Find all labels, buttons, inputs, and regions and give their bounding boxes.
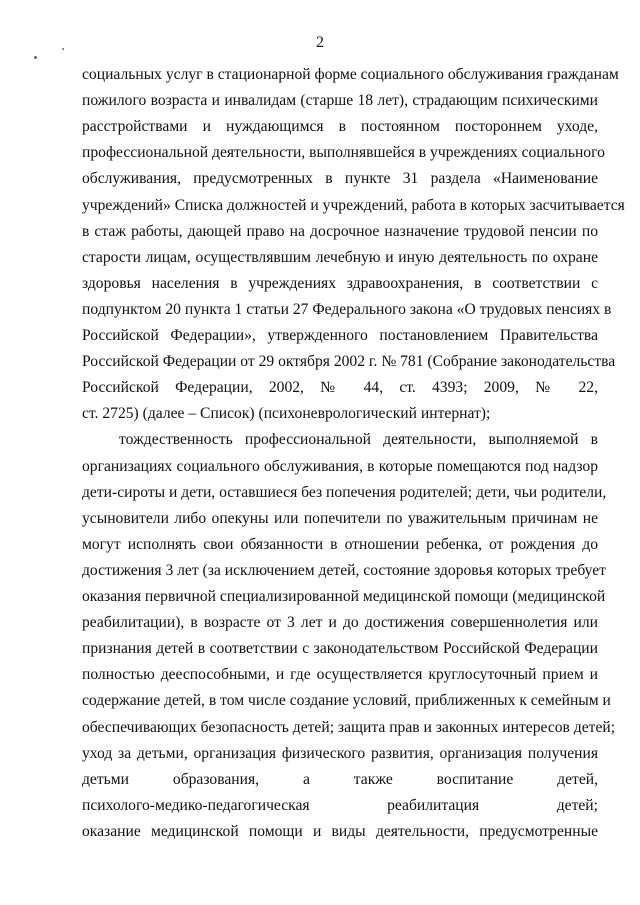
text-line: оказания первичной специализированной медицинской помощи (медицинской [82,588,606,605]
text-line: Российской Федерации, 2002, № 44, ст. 4393; 2009, № 22, [82,379,598,397]
text-line: социальных услуг в стационарной форме социального обслуживания гражданам [82,66,619,83]
text-line: усыновители либо опекуны или попечители по уважительным причинам не [82,509,598,527]
text-line: организациях социального обслуживания, в которые помещаются под надзор [82,457,598,475]
text-line: полностью дееспособными, и где осуществляется круглосуточный прием и [82,666,598,684]
text-line: обеспечивающих безопасность детей; защита прав и законных интересов детей; [82,718,616,736]
text-line: в стаж работы, дающей право на досрочное назначение трудовой пенсии по [82,222,598,240]
paragraph-first-line: тождественность профессиональной деятельности, выполняемой в [119,431,598,449]
text-line: психолого-медико-педагогическая реабилитация детей; [82,796,598,814]
text-line: оказание медицинской помощи и виды деятельности, предусмотренные [82,822,598,840]
text-line: обслуживания, предусмотренных в пункте 31 раздела «Наименование [82,170,598,188]
text-line: содержание детей, в том числе создание условий, приближенных к семейным и [82,692,611,710]
text-line: здоровья населения в учреждениях здравоохранения, в соответствии с [82,274,598,292]
text-line: старости лицам, осуществлявшим лечебную и иную деятельность по охране [82,248,598,266]
scan-speck [34,56,37,59]
text-line: учреждений» Списка должностей и учреждений, работа в которых засчитывается [82,196,625,214]
text-line: уход за детьми, организация физического развития, организация получения [82,744,598,762]
text-line: достижения 3 лет (за исключением детей, состояние здоровья которых требует [82,561,606,579]
text-line: Российской Федерации от 29 октября 2002 г. № 781 (Собрание законодательства [82,353,616,371]
text-line: реабилитации), в возрасте от 3 лет и до достижения совершеннолетия или [82,614,598,632]
text-line: подпунктом 20 пункта 1 статьи 27 Федерального закона «О трудовых пенсиях в [82,300,612,318]
text-line: расстройствами и нуждающимся в постоянном постороннем уходе, [82,118,598,136]
text-line: пожилого возраста и инвалидам (старше 18 лет), страдающим психическими [82,92,598,110]
text-line: Российской Федерации», утвержденного постановлением Правительства [82,327,598,344]
text-line: могут исполнять свои обязанности в отношении ребенка, от рождения до [82,535,598,553]
scan-speck [62,48,64,50]
text-line: признания детей в соответствии с законодательством Российской Федерации [82,640,598,658]
text-line: ст. 2725) (далее – Список) (психоневрологический интернат); [82,405,491,423]
text-line: профессиональной деятельности, выполнявшейся в учреждениях социального [82,144,605,162]
text-line: дети-сироты и дети, оставшиеся без попечения родителей; дети, чьи родители, [82,483,607,501]
text-line: детьми образования, а также воспитание детей, [82,770,598,788]
page-number: 2 [316,34,324,51]
